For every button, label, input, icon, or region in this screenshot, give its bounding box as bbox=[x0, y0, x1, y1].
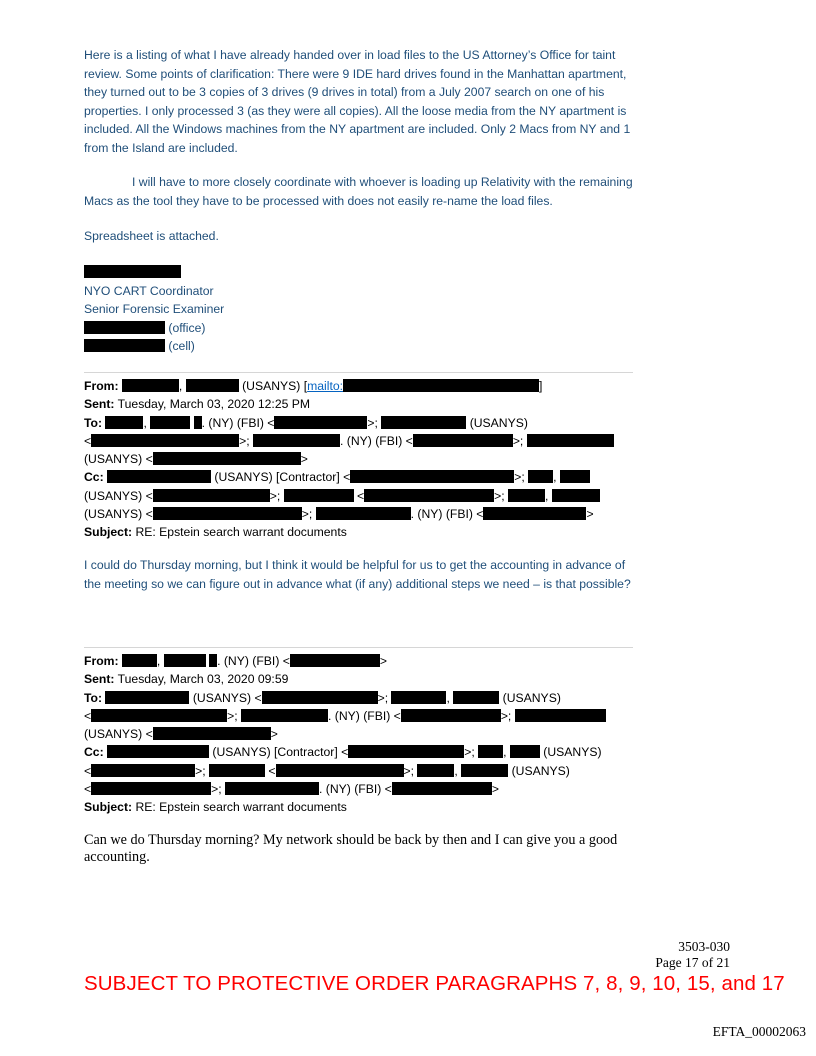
redaction bbox=[461, 764, 508, 777]
email1-cc-nyfbi: . (NY) (FBI) < bbox=[410, 507, 484, 522]
redaction bbox=[392, 782, 492, 795]
email2-cc-contractor: (USANYS) [Contractor] < bbox=[212, 745, 349, 760]
redaction bbox=[107, 470, 211, 483]
redaction bbox=[350, 470, 514, 483]
redaction bbox=[153, 507, 302, 520]
redaction-phone-cell bbox=[84, 339, 165, 352]
redaction bbox=[164, 654, 206, 667]
redaction bbox=[391, 691, 446, 704]
signature-office-label: (office) bbox=[168, 320, 206, 335]
email2-to-usanys-2: (USANYS) bbox=[502, 690, 561, 705]
redaction bbox=[483, 507, 586, 520]
email1-from-org: (USANYS) [ bbox=[242, 379, 308, 393]
email2-cc-label: Cc: bbox=[84, 745, 104, 760]
separator-1 bbox=[84, 372, 633, 373]
email1-cc-usanys-2: (USANYS) < bbox=[84, 507, 153, 522]
redaction bbox=[528, 470, 553, 483]
redaction bbox=[515, 709, 606, 722]
redaction bbox=[225, 782, 319, 795]
email2-sent-label: Sent: bbox=[84, 672, 115, 687]
redaction bbox=[105, 691, 189, 704]
redaction bbox=[290, 654, 380, 667]
redaction bbox=[343, 379, 539, 392]
redaction bbox=[508, 489, 545, 502]
email2-subject: RE: Epstein search warrant documents bbox=[135, 800, 347, 815]
redaction bbox=[241, 709, 328, 722]
email1-mailto-link[interactable]: mailto: bbox=[307, 379, 344, 393]
redaction bbox=[209, 654, 217, 667]
redaction-phone-office bbox=[84, 321, 165, 334]
redaction bbox=[194, 416, 202, 429]
redaction bbox=[381, 416, 466, 429]
email2-cc-usanys-2: (USANYS) bbox=[511, 763, 570, 778]
email1-cc-label: Cc: bbox=[84, 470, 104, 485]
email2-from-nyfbi: . (NY) (FBI) < bbox=[217, 654, 290, 668]
redaction bbox=[122, 654, 157, 667]
exhibit-number: 3503-030 bbox=[678, 939, 730, 954]
redaction bbox=[253, 434, 340, 447]
email1-sent-label: Sent: bbox=[84, 397, 115, 412]
intro-paragraph-2: I will have to more closely coordinate with whoever is loading up Relativity with the remaining Macs as the tool they have to be processed with does not easily re-name the load files. bbox=[84, 175, 633, 208]
bates-number: EFTA_00002063 bbox=[712, 1024, 806, 1039]
email1-body: I could do Thursday morning, but I think it would be helpful for us to get the accounting in advance of the meeting so we can figure out in advance what (if any) additional steps we need – is that possible? bbox=[84, 558, 631, 591]
redaction bbox=[276, 764, 404, 777]
email2-to-usanys-3: (USANYS) < bbox=[84, 727, 153, 742]
redaction bbox=[91, 434, 239, 447]
redaction bbox=[153, 727, 271, 740]
signature-title-1: NYO CART Coordinator bbox=[84, 283, 214, 298]
redaction bbox=[186, 379, 239, 392]
redaction bbox=[401, 709, 501, 722]
email1-to-label: To: bbox=[84, 415, 103, 430]
email1-to-usanys-2: (USANYS) < bbox=[84, 452, 153, 467]
email2-from-label: From: bbox=[84, 654, 119, 668]
email2-body: Can we do Thursday morning? My network should be back by then and I can give you a good accounting. bbox=[84, 832, 618, 865]
redaction-name bbox=[84, 265, 181, 278]
email2-subject-label: Subject: bbox=[84, 800, 133, 815]
email2-to-usanys: (USANYS) < bbox=[192, 690, 262, 705]
separator-2 bbox=[84, 647, 633, 648]
redaction bbox=[417, 764, 454, 777]
signature-title-2: Senior Forensic Examiner bbox=[84, 302, 225, 316]
email2-cc-usanys: (USANYS) bbox=[543, 745, 602, 760]
email1-cc-contractor: (USANYS) [Contractor] < bbox=[214, 470, 351, 485]
email1-subject-label: Subject: bbox=[84, 525, 133, 540]
redaction bbox=[153, 452, 301, 465]
redaction bbox=[413, 434, 513, 447]
email2-to-label: To: bbox=[84, 690, 103, 705]
email1-subject: RE: Epstein search warrant documents bbox=[135, 525, 347, 540]
email2-sent-date: Tuesday, March 03, 2020 09:59 bbox=[117, 672, 289, 687]
redaction bbox=[348, 745, 464, 758]
redaction bbox=[91, 709, 227, 722]
redaction bbox=[364, 489, 494, 502]
redaction bbox=[560, 470, 590, 483]
redaction bbox=[527, 434, 614, 447]
intro-paragraph-1: Here is a listing of what I have already handed over in load files to the US Attorney’s Office for taint review. Some points of clarification: There were 9 IDE hard drives found in the Manhattan apartment, they turned out to be 3 copies of 3 drives (9 drives in total) from a July 2007 search on one of his properties. I only processed 3 (as they were all copies). All the loose media from the NY apartment is included. All the Windows machines from the NY apartment are included. Only 2 Macs from NY and 1 from the Island are included. bbox=[84, 48, 631, 155]
email2-cc-nyfbi: . (NY) (FBI) < bbox=[319, 782, 392, 797]
email2-to-nyfbi: . (NY) (FBI) < bbox=[328, 708, 401, 723]
redaction bbox=[453, 691, 499, 704]
email2-header: From: , . (NY) (FBI) < > Sent: Tuesday, March 03, 2020 09:59 To: (USANYS) < >; , (USANYS) < >; . (NY) (FBI) < >; (USANYS) < > Cc: (USANYS) [Contractor] < >; , (USANYS) < >; < >; , (USANYS) < >; . (NY) (FBI) < > Subject: RE: Epstein search warrant documents bbox=[84, 652, 644, 817]
redaction bbox=[316, 507, 411, 520]
email1-to-nyfbi: . (NY) (FBI) < bbox=[201, 415, 275, 430]
signature-cell-label: (cell) bbox=[168, 339, 195, 353]
email1-to-usanys: (USANYS) bbox=[469, 415, 528, 430]
redaction bbox=[91, 782, 211, 795]
redaction bbox=[107, 745, 209, 758]
redaction bbox=[510, 745, 540, 758]
page-number: Page 17 of 21 bbox=[655, 955, 730, 970]
redaction bbox=[105, 416, 143, 429]
email1-to-nyfbi-2: . (NY) (FBI) < bbox=[340, 433, 413, 448]
redaction bbox=[284, 489, 354, 502]
redaction bbox=[552, 489, 600, 502]
signature-block bbox=[84, 263, 644, 356]
redaction bbox=[150, 416, 190, 429]
redaction bbox=[262, 691, 378, 704]
email1-header: From: , (USANYS) [mailto: ] Sent: Tuesday, March 03, 2020 12:25 PM To: , . (NY) (FBI) < >; (USANYS) < >; . (NY) (FBI) < >; (USANYS) < > Cc: (USANYS) [Contractor] < >; , (USANYS) < >; < >; , (USANYS) < >; . (NY) (FBI) < > Subject: RE: Epstein search warrant documents bbox=[84, 377, 644, 542]
intro-paragraph-3: Spreadsheet is attached. bbox=[84, 229, 219, 243]
protective-order-notice: SUBJECT TO PROTECTIVE ORDER PARAGRAPHS 7, 8, 9, 10, 15, and 17 bbox=[84, 972, 785, 995]
redaction bbox=[153, 489, 270, 502]
redaction bbox=[478, 745, 503, 758]
redaction bbox=[122, 379, 179, 392]
redaction bbox=[274, 416, 367, 429]
email1-cc-usanys-1: (USANYS) < bbox=[84, 488, 153, 503]
email1-from-label: From: bbox=[84, 379, 119, 393]
redaction bbox=[209, 764, 265, 777]
email1-sent-date: Tuesday, March 03, 2020 12:25 PM bbox=[117, 397, 311, 412]
redaction bbox=[91, 764, 195, 777]
